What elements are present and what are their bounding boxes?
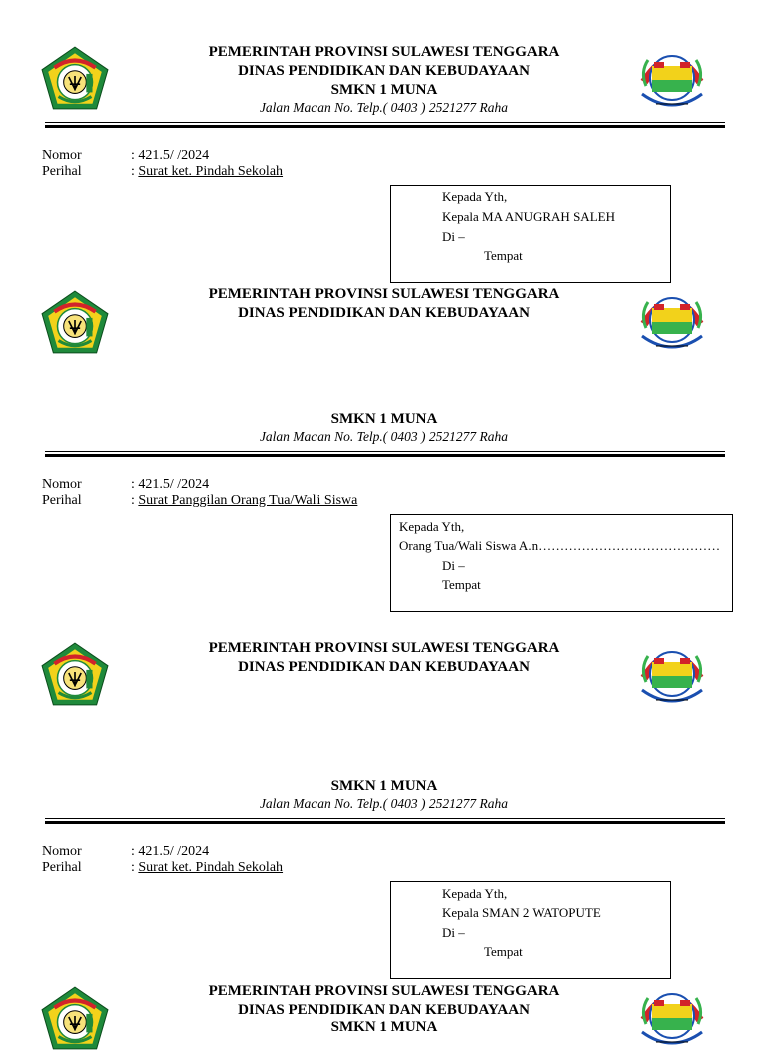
perihal-label: Perihal [42,860,82,875]
recipient-di: Di – [442,925,465,940]
department-title: DINAS PENDIDIKAN DAN KEBUDAYAAN [238,1002,530,1018]
letterhead-rule [45,454,725,457]
perihal-value: : Surat ket. Pindah Sekolah [131,860,284,875]
perihal-subject: Surat ket. Pindah Sekolah [138,860,284,875]
government-title: PEMERINTAH PROVINSI SULAWESI TENGGARA [208,286,560,302]
recipient-name: Orang Tua/Wali Siswa A.n…………………………………… [399,538,721,553]
letterhead-rule-thin [45,818,725,819]
school-address: Jalan Macan No. Telp.( 0403 ) 2521277 Raha [259,100,509,115]
perihal-subject: Surat Panggilan Orang Tua/Wali Siswa [138,493,358,508]
school-title: SMKN 1 MUNA [330,778,438,794]
recipient-di: Di – [442,558,465,573]
letterhead-rule-thin [45,451,725,452]
school-title: SMKN 1 MUNA [330,411,438,427]
recipient-greeting: Kepada Yth, [399,519,465,534]
recipient-box [390,881,671,979]
recipient-greeting: Kepada Yth, [442,886,508,901]
recipient-box [390,185,671,283]
government-title: PEMERINTAH PROVINSI SULAWESI TENGGARA [208,983,560,999]
department-title: DINAS PENDIDIKAN DAN KEBUDAYAAN [238,63,530,79]
recipient-di: Di – [442,229,465,244]
perihal-value: : Surat ket. Pindah Sekolah [131,164,284,179]
department-title: DINAS PENDIDIKAN DAN KEBUDAYAAN [238,659,530,675]
school-address: Jalan Macan No. Telp.( 0403 ) 2521277 Raha [259,796,509,811]
nomor-value: : 421.5/ /2024 [131,844,210,859]
recipient-greeting: Kepada Yth, [442,189,508,204]
nomor-label: Nomor [42,844,82,859]
letterhead-rule [45,821,725,824]
recipient-name: Kepala SMAN 2 WATOPUTE [442,905,601,920]
school-title: SMKN 1 MUNA [330,82,438,98]
letterhead-rule [45,125,725,128]
perihal-value: : Surat Panggilan Orang Tua/Wali Siswa [131,493,358,508]
perihal-subject: Surat ket. Pindah Sekolah [138,164,284,179]
recipient-box [390,514,733,612]
government-title: PEMERINTAH PROVINSI SULAWESI TENGGARA [208,44,560,60]
recipient-place: Tempat [442,577,481,592]
school-address: Jalan Macan No. Telp.( 0403 ) 2521277 Raha [259,429,509,444]
recipient-place: Tempat [484,944,523,959]
school-title: SMKN 1 MUNA [330,1019,438,1035]
nomor-label: Nomor [42,477,82,492]
government-title: PEMERINTAH PROVINSI SULAWESI TENGGARA [208,640,560,656]
perihal-label: Perihal [42,493,82,508]
nomor-value: : 421.5/ /2024 [131,148,210,163]
recipient-name: Kepala MA ANUGRAH SALEH [442,209,615,224]
perihal-label: Perihal [42,164,82,179]
recipient-place: Tempat [484,248,523,263]
department-title: DINAS PENDIDIKAN DAN KEBUDAYAAN [238,305,530,321]
nomor-label: Nomor [42,148,82,163]
nomor-value: : 421.5/ /2024 [131,477,210,492]
letterhead-rule-thin [45,122,725,123]
